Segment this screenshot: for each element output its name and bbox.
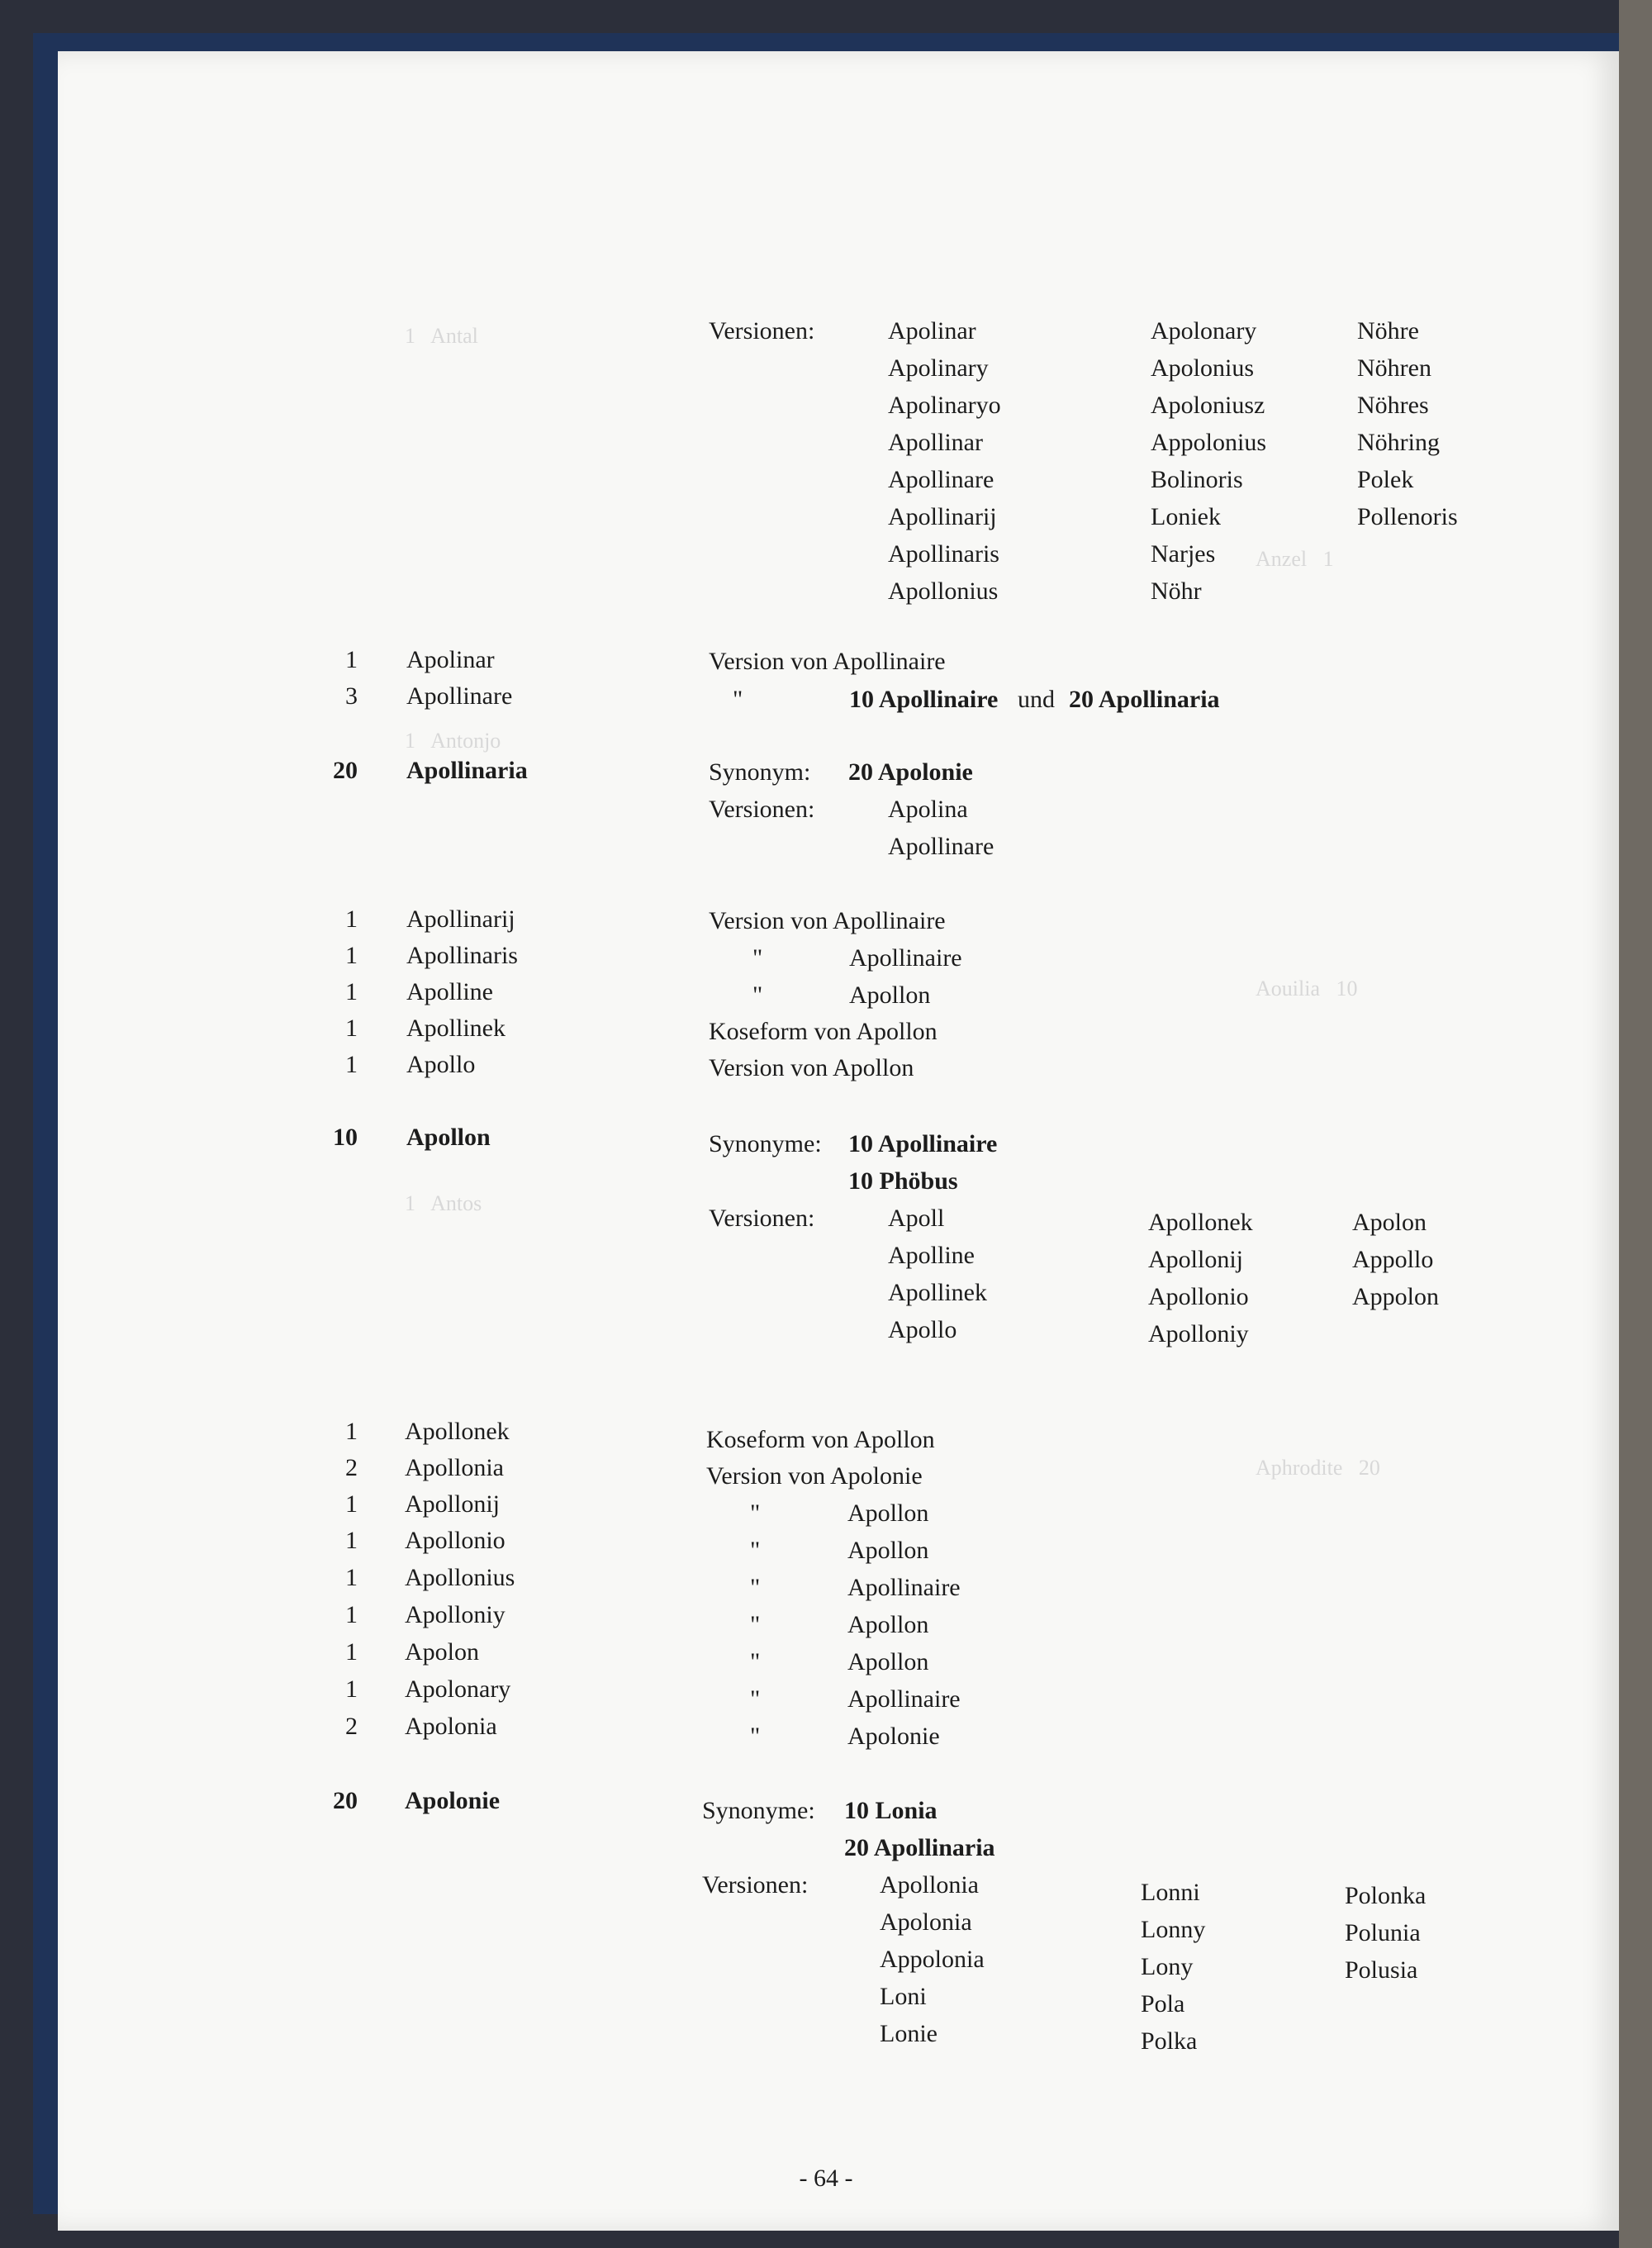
version-name: Apollo <box>888 1316 957 1343</box>
version-name: Apoloniusz <box>1151 392 1265 419</box>
entry-count: 1 <box>345 1675 358 1703</box>
version-name: Apollonij <box>1148 1246 1244 1273</box>
version-name: Appollo <box>1352 1246 1434 1273</box>
show-through-text: 1 Antos <box>405 1191 482 1215</box>
version-name: Apollonia <box>880 1871 979 1899</box>
version-name: Apollinare <box>888 466 995 493</box>
version-name: Lonny <box>1141 1916 1206 1943</box>
entry-name: Apollon <box>406 1124 491 1151</box>
version-name: Apolinaryo <box>888 392 1001 419</box>
synonym-reference: 10 Phöbus <box>848 1167 958 1195</box>
version-name: Polek <box>1357 466 1414 493</box>
ditto-mark: " <box>750 1685 761 1713</box>
version-name: Apollinek <box>888 1279 987 1306</box>
version-name: Apollinar <box>888 429 983 456</box>
version-name: Polusia <box>1345 1956 1418 1984</box>
version-name: Loni <box>880 1983 927 2010</box>
version-name: Nöhren <box>1357 354 1431 382</box>
versions-label: Versionen: <box>702 1871 809 1899</box>
reference-name: Apollinaire <box>847 1574 961 1601</box>
reference-bold: 10 Apollinaire <box>849 686 999 713</box>
reference-name: Apollon <box>847 1537 929 1564</box>
entry-name: Apollinaris <box>406 942 518 969</box>
entry-name: Apolon <box>405 1638 479 1666</box>
entry-count: 20 <box>333 1787 358 1814</box>
version-name: Nöhres <box>1357 392 1429 419</box>
reference-name: Apollon <box>847 1648 929 1675</box>
ditto-mark: " <box>752 944 763 972</box>
ditto-mark: " <box>750 1499 761 1527</box>
ditto-mark: " <box>750 1574 761 1601</box>
entry-description: Version von Apolonie <box>706 1462 923 1490</box>
show-through-text: 1 Antal <box>405 324 478 348</box>
entry-count: 1 <box>345 905 358 933</box>
entry-count: 1 <box>345 1564 358 1591</box>
version-name: Pola <box>1141 1990 1185 2017</box>
entry-name: Apolonia <box>405 1713 497 1740</box>
ditto-mark: " <box>750 1537 761 1564</box>
ditto-mark: " <box>733 686 743 713</box>
reference-bold: 20 Apollinaria <box>1069 686 1220 713</box>
version-name: Apollinarij <box>888 503 997 530</box>
synonym-reference: 10 Apollinaire <box>848 1130 998 1157</box>
synonym-reference: 10 Lonia <box>844 1797 938 1824</box>
entry-count: 1 <box>345 1527 358 1554</box>
version-name: Apolinary <box>888 354 989 382</box>
book-spine <box>1619 0 1652 2248</box>
entry-name: Apollonij <box>405 1490 501 1518</box>
reference-name: Apollinaire <box>847 1685 961 1713</box>
ditto-mark: " <box>750 1723 761 1750</box>
version-name: Lonie <box>880 2020 938 2047</box>
version-name: Apollonio <box>1148 1283 1249 1310</box>
ditto-mark: " <box>750 1648 761 1675</box>
version-name: Bolinoris <box>1151 466 1243 493</box>
version-name: Apolonary <box>1151 317 1257 345</box>
version-name: Apollonek <box>1148 1209 1253 1236</box>
version-name: Apoll <box>888 1205 945 1232</box>
entry-name: Apollo <box>406 1051 476 1078</box>
version-name: Pollenoris <box>1357 503 1458 530</box>
entry-count: 1 <box>345 1638 358 1666</box>
entry-count: 20 <box>333 757 358 784</box>
version-name: Nöhring <box>1357 429 1440 456</box>
entry-count: 2 <box>345 1454 358 1481</box>
entry-count: 1 <box>345 1601 358 1628</box>
entry-count: 3 <box>345 682 358 710</box>
entry-count: 1 <box>345 978 358 1005</box>
entry-description: Koseform von Apollon <box>706 1426 935 1453</box>
version-name: Nöhr <box>1151 577 1202 605</box>
reference-name: Apollon <box>847 1611 929 1638</box>
entry-name: Apollonek <box>405 1418 510 1445</box>
version-name: Appolonius <box>1151 429 1267 456</box>
version-name: Loniek <box>1151 503 1221 530</box>
page-number: - 64 - <box>799 2165 853 2192</box>
entry-description: Koseform von Apollon <box>709 1018 938 1045</box>
versions-label: Versionen: <box>709 1205 815 1232</box>
entry-name: Apolonary <box>405 1675 511 1703</box>
entry-count: 10 <box>333 1124 358 1151</box>
entry-count: 1 <box>345 1490 358 1518</box>
synonyms-label: Synonyme: <box>702 1797 815 1824</box>
entry-name: Apollinare <box>406 682 513 710</box>
entry-count: 1 <box>345 1051 358 1078</box>
entry-name: Apolloniy <box>405 1601 506 1628</box>
show-through-text: Aphrodite 20 <box>1256 1456 1380 1480</box>
ditto-mark: " <box>752 981 763 1009</box>
reference-connector: und <box>1018 686 1055 713</box>
version-name: Lonni <box>1141 1879 1200 1906</box>
version-name: Apollinare <box>888 833 995 860</box>
reference-name: Apollon <box>847 1499 929 1527</box>
version-name: Polonka <box>1345 1882 1427 1909</box>
version-name: Apolina <box>888 796 968 823</box>
show-through-text: Anzel 1 <box>1256 547 1334 571</box>
version-name: Apolinar <box>888 317 976 345</box>
version-name: Apolon <box>1352 1209 1427 1236</box>
version-name: Apollinaris <box>888 540 999 568</box>
version-name: Apolonius <box>1151 354 1255 382</box>
version-name: Polunia <box>1345 1919 1421 1946</box>
synonym-reference: 20 Apolonie <box>848 758 973 786</box>
version-name: Apolonia <box>880 1908 972 1936</box>
entry-count: 1 <box>345 646 358 673</box>
entry-description: Version von Apollon <box>709 1054 914 1081</box>
entry-description: Version von Apollinaire <box>709 907 946 934</box>
entry-count: 1 <box>345 942 358 969</box>
entry-name: Apollonia <box>405 1454 504 1481</box>
entry-name: Apollonio <box>405 1527 506 1554</box>
entry-count: 2 <box>345 1713 358 1740</box>
version-name: Lony <box>1141 1953 1194 1980</box>
reference-name: Apolonie <box>847 1723 940 1750</box>
show-through-text: Aouilia 10 <box>1256 977 1358 1000</box>
version-name: Appolonia <box>880 1946 985 1973</box>
version-name: Appolon <box>1352 1283 1439 1310</box>
entry-name: Apollinaria <box>406 757 528 784</box>
version-name: Apollonius <box>888 577 999 605</box>
entry-name: Apolinar <box>406 646 495 673</box>
reference-name: Apollinaire <box>849 944 962 972</box>
show-through-text: 1 Antonjo <box>405 729 501 753</box>
entry-count: 1 <box>345 1015 358 1042</box>
version-name: Nöhre <box>1357 317 1419 345</box>
ditto-mark: " <box>750 1611 761 1638</box>
entry-description: Version von Apollinaire <box>709 648 946 675</box>
synonym-label: Synonym: <box>709 758 811 786</box>
version-name: Polka <box>1141 2027 1198 2055</box>
entry-name: Apollonius <box>405 1564 515 1591</box>
entry-name: Apollinarij <box>406 905 515 933</box>
entry-count: 1 <box>345 1418 358 1445</box>
version-name: Apolline <box>888 1242 975 1269</box>
version-name: Narjes <box>1151 540 1216 568</box>
synonym-reference: 20 Apollinaria <box>844 1834 995 1861</box>
version-name: Apolloniy <box>1148 1320 1249 1347</box>
reference-name: Apollon <box>849 981 931 1009</box>
entry-name: Apolonie <box>405 1787 501 1814</box>
entry-name: Apollinek <box>406 1015 506 1042</box>
entry-name: Apolline <box>406 978 493 1005</box>
versions-label: Versionen: <box>709 796 815 823</box>
versions-label: Versionen: <box>709 317 815 345</box>
synonyms-label: Synonyme: <box>709 1130 822 1157</box>
